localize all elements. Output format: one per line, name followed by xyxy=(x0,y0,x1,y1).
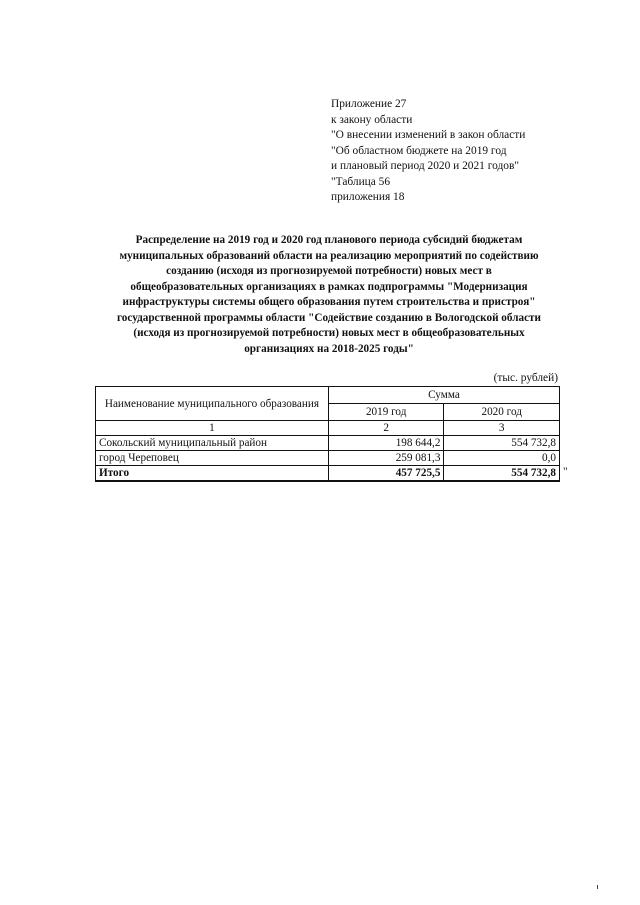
total-label-cell: Итого xyxy=(96,466,329,482)
appendix-line: приложения 18 xyxy=(331,191,405,203)
amount-2020-cell: 554 732,8 xyxy=(444,436,560,451)
closing-quote: " xyxy=(563,466,568,478)
amount-2019-cell: 198 644,2 xyxy=(328,436,444,451)
amount-2019-cell: 259 081,3 xyxy=(328,451,444,466)
table-row xyxy=(96,436,560,451)
title-line: государственной программы области "Содействие созданию в Вологодской области xyxy=(116,311,541,324)
subsidy-table xyxy=(95,386,560,482)
title-line: организациях на 2018-2025 годы" xyxy=(244,342,414,355)
appendix-line: Приложение 27 xyxy=(331,98,407,110)
title-line: муниципальных образований области на реализацию мероприятий по содействию xyxy=(119,249,539,262)
appendix-line: "О внесении изменений в закон области xyxy=(331,129,526,141)
column-number-cell: 1 xyxy=(96,421,329,436)
scan-edge-mark xyxy=(597,885,598,889)
title-line: созданию (исходя из прогнозируемой потребности) новых мест в xyxy=(166,265,492,277)
units-label: (тыс. рублей) xyxy=(493,372,558,384)
header-2020-cell: 2020 год xyxy=(444,404,560,421)
total-2019-cell: 457 725,5 xyxy=(328,466,444,482)
header-2019-cell: 2019 год xyxy=(328,404,444,421)
header-name-cell: Наименование муниципального образования xyxy=(96,387,329,421)
column-number-cell: 2 xyxy=(328,421,444,436)
document-title xyxy=(96,233,562,357)
total-row xyxy=(96,466,560,482)
appendix-line: и плановый период 2020 и 2021 годов" xyxy=(331,160,519,172)
municipality-name-cell: Сокольский муниципальный район xyxy=(96,436,329,451)
municipality-name-cell: город Череповец xyxy=(96,451,329,466)
appendix-header xyxy=(331,97,525,206)
appendix-line: "Таблица 56 xyxy=(331,175,391,188)
title-line: Распределение на 2019 год и 2020 год планового периода субсидий бюджетам xyxy=(135,234,523,246)
column-number-cell: 3 xyxy=(444,421,560,436)
table-row xyxy=(96,451,560,466)
title-line: общеобразовательных организациях в рамках подпрограммы "Модернизация xyxy=(130,280,528,293)
appendix-line: "Об областном бюджете на 2019 год xyxy=(331,144,507,157)
table-header-row xyxy=(96,387,560,404)
title-line: (исходя из прогнозируемой потребности) новых мест в общеобразовательных xyxy=(133,327,525,339)
title-line: инфраструктуры системы общего образования путем строительства и пристроя" xyxy=(122,296,536,308)
header-sum-cell: Сумма xyxy=(328,387,559,404)
amount-2020-cell: 0,0 xyxy=(444,451,560,466)
appendix-line: к закону области xyxy=(331,113,413,126)
column-number-row xyxy=(96,421,560,436)
total-2020-cell: 554 732,8 xyxy=(444,466,560,482)
